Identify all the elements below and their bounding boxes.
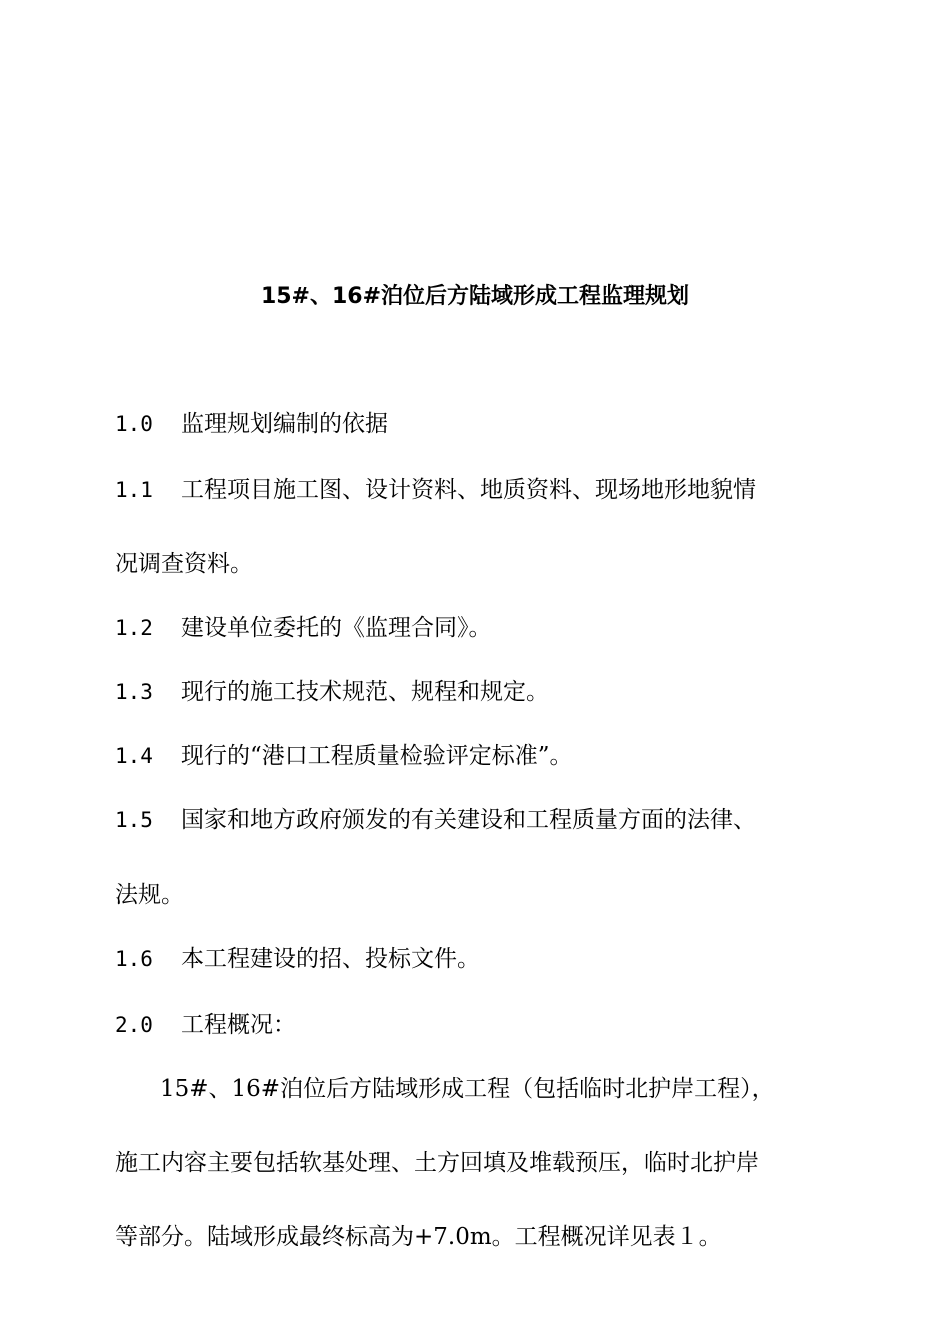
section-line-continuation [115, 880, 184, 910]
section-text: 本工程建设的招、投标文件。 [181, 946, 480, 972]
section-line [115, 409, 388, 439]
paragraph-line: 15#、16#泊位后方陆域形成工程（包括临时北护岸工程）， [160, 1076, 775, 1102]
section-number: 1.1 [115, 478, 153, 502]
section-text: 况调查资料。 [115, 551, 253, 577]
section-number: 1.3 [115, 680, 153, 704]
section-number: 1.4 [115, 744, 153, 768]
section-line [115, 741, 573, 771]
section-number: 1.0 [115, 412, 153, 436]
section-line [115, 475, 756, 505]
paragraph-line: 等部分。陆域形成最终标高为+7.0m。工程概况详见表１。 [115, 1224, 722, 1250]
section-number: 1.5 [115, 808, 153, 832]
section-text: 法规。 [115, 882, 184, 908]
section-text: 建设单位委托的《监理合同》。 [181, 615, 492, 641]
section-text: 工程概况： [181, 1012, 296, 1038]
section-number: 1.6 [115, 947, 153, 971]
section-line [115, 613, 492, 643]
section-line [115, 677, 549, 707]
section-line [115, 1010, 296, 1040]
section-text: 监理规划编制的依据 [181, 411, 388, 437]
section-text: 现行的“港口工程质量检验评定标准”。 [181, 743, 573, 769]
section-text: 工程项目施工图、设计资料、地质资料、现场地形地貌情 [181, 477, 756, 503]
section-line-continuation [115, 549, 253, 579]
section-line [115, 944, 480, 974]
section-text: 国家和地方政府颁发的有关建设和工程质量方面的法律、 [181, 807, 756, 833]
section-number: 2.0 [115, 1013, 153, 1037]
paragraph-line: 施工内容主要包括软基处理、土方回填及堆载预压，临时北护岸 [115, 1150, 759, 1176]
section-line [115, 805, 756, 835]
section-number: 1.2 [115, 616, 153, 640]
section-text: 现行的施工技术规范、规程和规定。 [181, 679, 549, 705]
document-title: 15#、16#泊位后方陆域形成工程监理规划 [260, 284, 690, 309]
